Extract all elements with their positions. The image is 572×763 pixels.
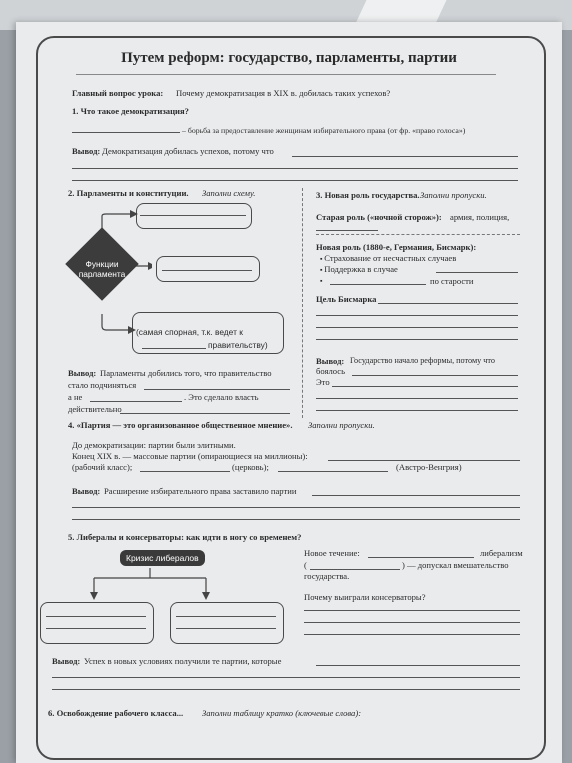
s5-liberalism: либерализм: [480, 548, 523, 558]
s3-bullet-2-blank[interactable]: [436, 272, 518, 273]
s4-paragraph-2: Конец XIX в. — массовые партии (опирающиеся на миллионы):: [72, 451, 308, 461]
s1-definition: – борьба за предоставление женщинам избирательного права (от фр. «право голоса»): [182, 126, 466, 135]
s4-conclusion-label: Вывод:: [72, 486, 101, 496]
s2-blank-2[interactable]: [90, 401, 182, 402]
s5-why-line-3[interactable]: [304, 634, 520, 635]
s2-blank-3[interactable]: [120, 413, 290, 414]
s4-task: Заполни пропуски.: [308, 420, 375, 430]
s4-austria: (Австро-Венгрия): [396, 462, 462, 472]
s4-conclusion-line-3[interactable]: [72, 519, 520, 520]
s2-conclusion-line-4: действительно: [68, 404, 122, 414]
scheme-box-2-line: [162, 270, 252, 271]
s2-task: Заполни схему.: [202, 188, 256, 198]
crisis-box-left[interactable]: [40, 602, 154, 644]
s3-goal-label: Цель Бисмарка: [316, 294, 377, 304]
s5-heading: 5. Либералы и консерваторы: как идти в ногу со временем?: [68, 532, 302, 542]
scheme-diamond-label: Функции парламента: [78, 259, 126, 279]
crisis-box-right-line-1: [176, 616, 276, 617]
s5-paren-blank[interactable]: [310, 569, 400, 570]
s4-heading: 4. «Партия — это организованное общественное мнение».: [68, 420, 293, 430]
s3-old-role-label: Старая роль («ночной сторож»):: [316, 212, 442, 222]
s3-goal-line-4[interactable]: [316, 339, 518, 340]
crisis-liberals-box: Кризис либералов: [120, 550, 205, 566]
s3-divider: [316, 234, 520, 235]
s2-conclusion-line-2: стало подчиняться: [68, 380, 137, 390]
s5-new-trend: Новое течение:: [304, 548, 360, 558]
main-question-label: Главный вопрос урока:: [72, 88, 164, 98]
s4-conclusion-line-1[interactable]: [312, 495, 520, 496]
s2-conclusion-label: Вывод:: [68, 368, 97, 378]
s1-conclusion-line-2[interactable]: [72, 168, 518, 169]
s1-conclusion-line-1[interactable]: [292, 156, 518, 157]
s4-worker-party: (рабочий класс);: [72, 462, 133, 472]
s5-conclusion-line-1[interactable]: [316, 665, 520, 666]
s3-bullet-2: ▪ Поддержка в случае: [320, 264, 398, 275]
s5-conclusion-line-2[interactable]: [52, 677, 520, 678]
s3-goal-line-2[interactable]: [316, 315, 518, 316]
scheme-box-3-text-2: правительству): [208, 340, 268, 350]
scheme-box-3-text-1: (самая спорная, т.к. ведет к: [136, 327, 243, 337]
s3-conclusion-text: Государство начало реформы, потому что: [350, 356, 495, 365]
s5-state-word: государства.: [304, 571, 350, 581]
s3-old-role-text: армия, полиция,: [450, 212, 510, 222]
s5-conclusion-label: Вывод:: [52, 656, 81, 666]
s1-conclusion-text: Демократизация добилась успехов, потому что: [102, 146, 274, 156]
column-divider: [302, 188, 303, 418]
s2-conclusion-line-3a: а не: [68, 392, 83, 402]
main-question-text: Почему демократизация в XIX в. добилась таких успехов?: [176, 88, 391, 98]
s6-task: Заполни таблицу кратко (ключевые слова):: [202, 708, 362, 718]
s4-conclusion-line-2[interactable]: [72, 507, 520, 508]
page-title: Путем реформ: государство, парламенты, партии: [121, 50, 457, 66]
crisis-box-right[interactable]: [170, 602, 284, 644]
title-rule: [76, 74, 496, 75]
s3-task: Заполни пропуски.: [420, 190, 487, 200]
s1-blank[interactable]: [72, 132, 180, 133]
s6-heading: 6. Освобождение рабочего класса...: [48, 708, 184, 718]
s3-bullet-3-text: по старости: [430, 276, 474, 286]
scheme-box-1[interactable]: [136, 203, 252, 229]
s2-heading: 2. Парламенты и конституции.: [68, 188, 189, 198]
s4-blank-3[interactable]: [278, 471, 388, 472]
s3-conclusion-line-2: боялось: [316, 366, 345, 376]
s5-open-paren: (: [304, 560, 307, 570]
worksheet: [16, 22, 562, 763]
s4-church-party: (церковь);: [232, 462, 269, 472]
s4-paragraph-1: До демократизации: партии были элитными.: [72, 440, 236, 450]
s3-blank-1[interactable]: [352, 375, 518, 376]
s1-heading: 1. Что такое демократизация?: [72, 106, 189, 116]
crisis-box-right-line-2: [176, 628, 276, 629]
s4-conclusion-text: Расширение избирательного права заставило партии: [104, 486, 297, 496]
scheme-box-1-line: [140, 215, 246, 216]
s3-bullet-3-marker: [320, 275, 322, 286]
s3-conclusion-line-3: Это: [316, 377, 330, 387]
s5-paren-text: ) — допускал вмешательство: [402, 560, 509, 570]
s1-conclusion-line-3[interactable]: [72, 180, 518, 181]
s2-conclusion-line-1: Парламенты добились того, что правительство: [100, 368, 272, 378]
crisis-box-left-line-2: [46, 628, 146, 629]
s3-new-role-label: Новая роль (1880-е, Германия, Бисмарк):: [316, 242, 477, 252]
s3-old-role-blank[interactable]: [316, 230, 378, 231]
crisis-arrows: [86, 568, 226, 604]
s3-blank-3[interactable]: [316, 398, 518, 399]
s5-why-line-1[interactable]: [304, 610, 520, 611]
s3-heading: 3. Новая роль государства.: [316, 190, 420, 200]
s3-conclusion-label: Вывод:: [316, 356, 345, 366]
s1-conclusion-label: Вывод:: [72, 146, 101, 156]
s3-bullet-3-blank[interactable]: [330, 284, 426, 285]
s2-conclusion-line-3b: . Это сделало власть: [184, 392, 259, 402]
crisis-box-left-line-1: [46, 616, 146, 617]
s5-new-trend-blank[interactable]: [368, 557, 474, 558]
s5-why-question: Почему выиграли консерваторы?: [304, 592, 426, 602]
s3-goal-line-1[interactable]: [378, 303, 518, 304]
s3-goal-line-3[interactable]: [316, 327, 518, 328]
s2-blank-1[interactable]: [144, 389, 290, 390]
s4-blank-1[interactable]: [328, 460, 520, 461]
s4-blank-2[interactable]: [140, 471, 230, 472]
scheme-box-2[interactable]: [156, 256, 260, 282]
s5-conclusion-line-3[interactable]: [52, 689, 520, 690]
s5-conclusion-text: Успех в новых условиях получили те партии, которые: [84, 656, 282, 666]
s3-bullet-1: ▪ Страхование от несчастных случаев: [320, 253, 456, 264]
scheme-box-3-blank: [142, 348, 206, 349]
s3-blank-4[interactable]: [316, 410, 518, 411]
s3-blank-2[interactable]: [332, 386, 518, 387]
s5-why-line-2[interactable]: [304, 622, 520, 623]
